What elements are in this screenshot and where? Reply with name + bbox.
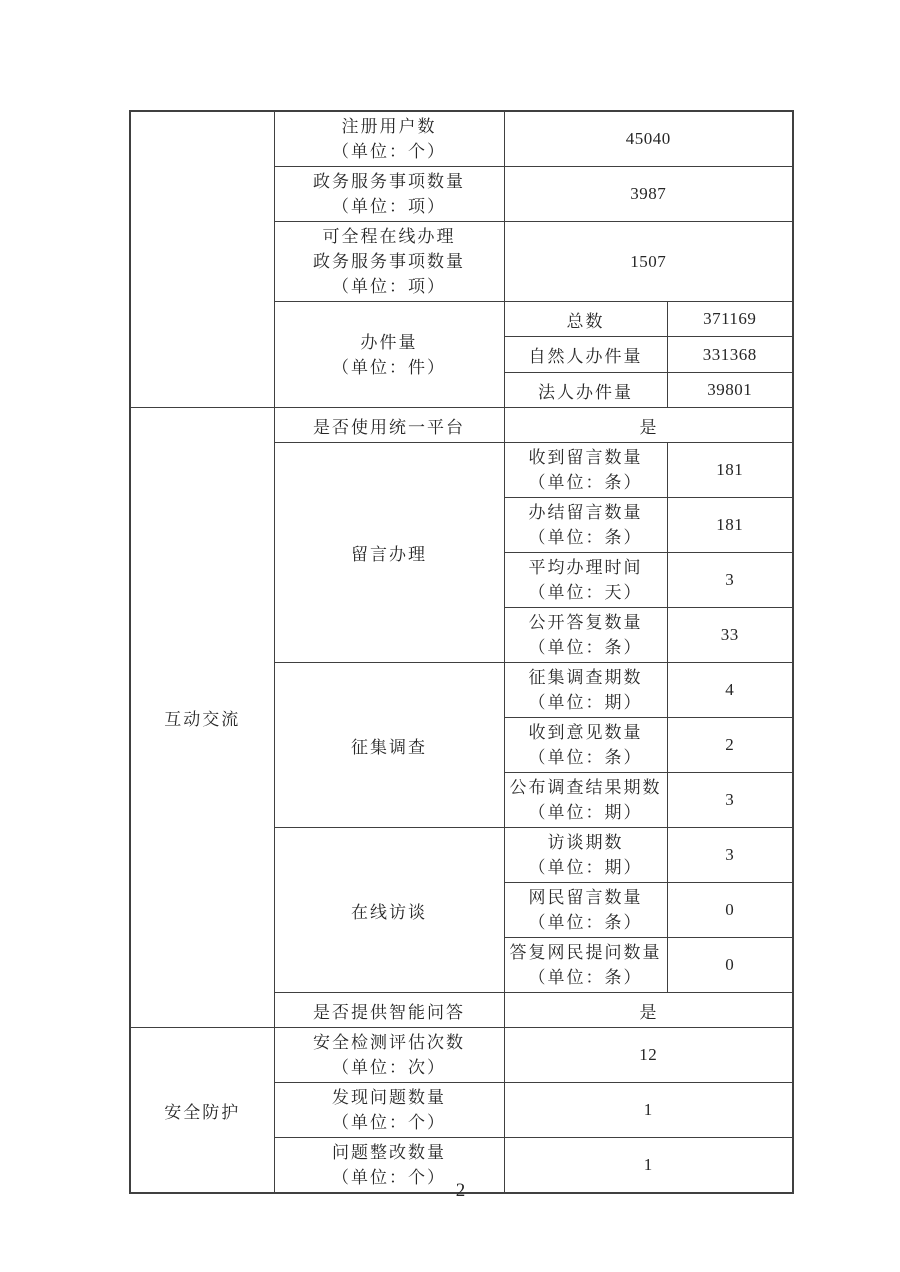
case-volume-natural-label: 自然人办件量 [504,337,667,373]
unified-platform-label: 是否使用统一平台 [274,408,504,443]
service-items-label: 政务服务事项数量 [313,172,465,191]
problems-fixed-unit: （单位：个） [332,1168,446,1187]
registered-users-unit: （单位：个） [332,142,446,161]
survey-periods-label: 征集调查期数 [528,668,643,687]
security-assessments-unit: （单位：次） [332,1058,446,1077]
messages-completed-label: 办结留言数量 [528,503,643,522]
case-volume-label-cell [274,302,504,408]
opinions-received-unit: （单位：条） [528,748,643,767]
smart-qa-label: 是否提供智能问答 [274,993,504,1028]
case-volume-legal-label: 法人办件量 [504,373,667,408]
online-items-unit: （单位：项） [332,277,446,296]
netizen-messages-label-cell [504,883,667,938]
registered-users-label-cell [274,111,504,167]
messages-received-value: 181 [667,443,793,498]
service-items-label-cell [274,167,504,222]
results-published-label-cell [504,773,667,828]
netizen-messages-label: 网民留言数量 [528,888,643,907]
registered-users-value: 45040 [504,111,793,167]
questions-answered-value: 0 [667,938,793,993]
problems-found-label: 发现问题数量 [332,1088,446,1107]
public-replies-label: 公开答复数量 [528,613,643,632]
table-row [130,111,793,167]
service-items-unit: （单位：项） [332,197,446,216]
opinions-received-label: 收到意见数量 [528,723,643,742]
questions-answered-label: 答复网民提问数量 [509,943,662,962]
security-assessments-label-cell [274,1028,504,1083]
security-assessments-value: 12 [504,1028,793,1083]
avg-handling-time-value: 3 [667,553,793,608]
online-items-label-line1: 可全程在线办理 [322,227,456,246]
results-published-label: 公布调查结果期数 [509,778,662,797]
survey-periods-label-cell [504,663,667,718]
message-handling-title: 留言办理 [274,443,504,663]
problems-found-value: 1 [504,1083,793,1138]
survey-title: 征集调查 [274,663,504,828]
survey-periods-value: 4 [667,663,793,718]
case-volume-total-label: 总数 [504,302,667,337]
netizen-messages-unit: （单位：条） [528,913,643,932]
problems-fixed-label: 问题整改数量 [332,1143,446,1162]
problems-found-label-cell [274,1083,504,1138]
public-replies-label-cell [504,608,667,663]
case-volume-legal-value: 39801 [667,373,793,408]
page-number: 2 [455,1180,466,1201]
online-items-label-cell [274,222,504,302]
netizen-messages-value: 0 [667,883,793,938]
opinions-received-label-cell [504,718,667,773]
avg-handling-time-unit: （单位：天） [528,583,643,602]
table-row [130,408,793,443]
interview-periods-label: 访谈期数 [547,833,624,852]
interview-periods-label-cell [504,828,667,883]
messages-received-unit: （单位：条） [528,473,643,492]
online-items-label-line2: 政务服务事项数量 [313,252,465,271]
problems-found-unit: （单位：个） [332,1113,446,1132]
opinions-received-value: 2 [667,718,793,773]
questions-answered-label-cell [504,938,667,993]
problems-fixed-value: 1 [504,1138,793,1194]
avg-handling-time-label-cell [504,553,667,608]
interview-periods-unit: （单位：期） [528,858,643,877]
interview-title: 在线访谈 [274,828,504,993]
results-published-unit: （单位：期） [528,803,643,822]
table-row [130,1028,793,1083]
avg-handling-time-label: 平均办理时间 [528,558,643,577]
messages-completed-value: 181 [667,498,793,553]
interview-periods-value: 3 [667,828,793,883]
messages-completed-unit: （单位：条） [528,528,643,547]
messages-received-label-cell [504,443,667,498]
case-volume-label: 办件量 [360,332,418,352]
survey-periods-unit: （单位：期） [528,693,643,712]
security-assessments-label: 安全检测评估次数 [313,1033,465,1052]
online-items-value: 1507 [504,222,793,302]
public-replies-unit: （单位：条） [528,638,643,657]
registered-users-label: 注册用户数 [341,117,437,136]
case-volume-natural-value: 331368 [667,337,793,373]
questions-answered-unit: （单位：条） [528,968,643,987]
statistics-table [129,110,794,1194]
case-volume-total-value: 371169 [667,302,793,337]
messages-completed-label-cell [504,498,667,553]
unified-platform-value: 是 [504,408,793,443]
service-items-value: 3987 [504,167,793,222]
section-cell-interaction: 互动交流 [130,408,274,1028]
section-cell-blank [130,111,274,408]
messages-received-label: 收到留言数量 [528,448,643,467]
smart-qa-value: 是 [504,993,793,1028]
results-published-value: 3 [667,773,793,828]
case-volume-unit: （单位：件） [332,357,446,377]
section-cell-security: 安全防护 [130,1028,274,1194]
public-replies-value: 33 [667,608,793,663]
